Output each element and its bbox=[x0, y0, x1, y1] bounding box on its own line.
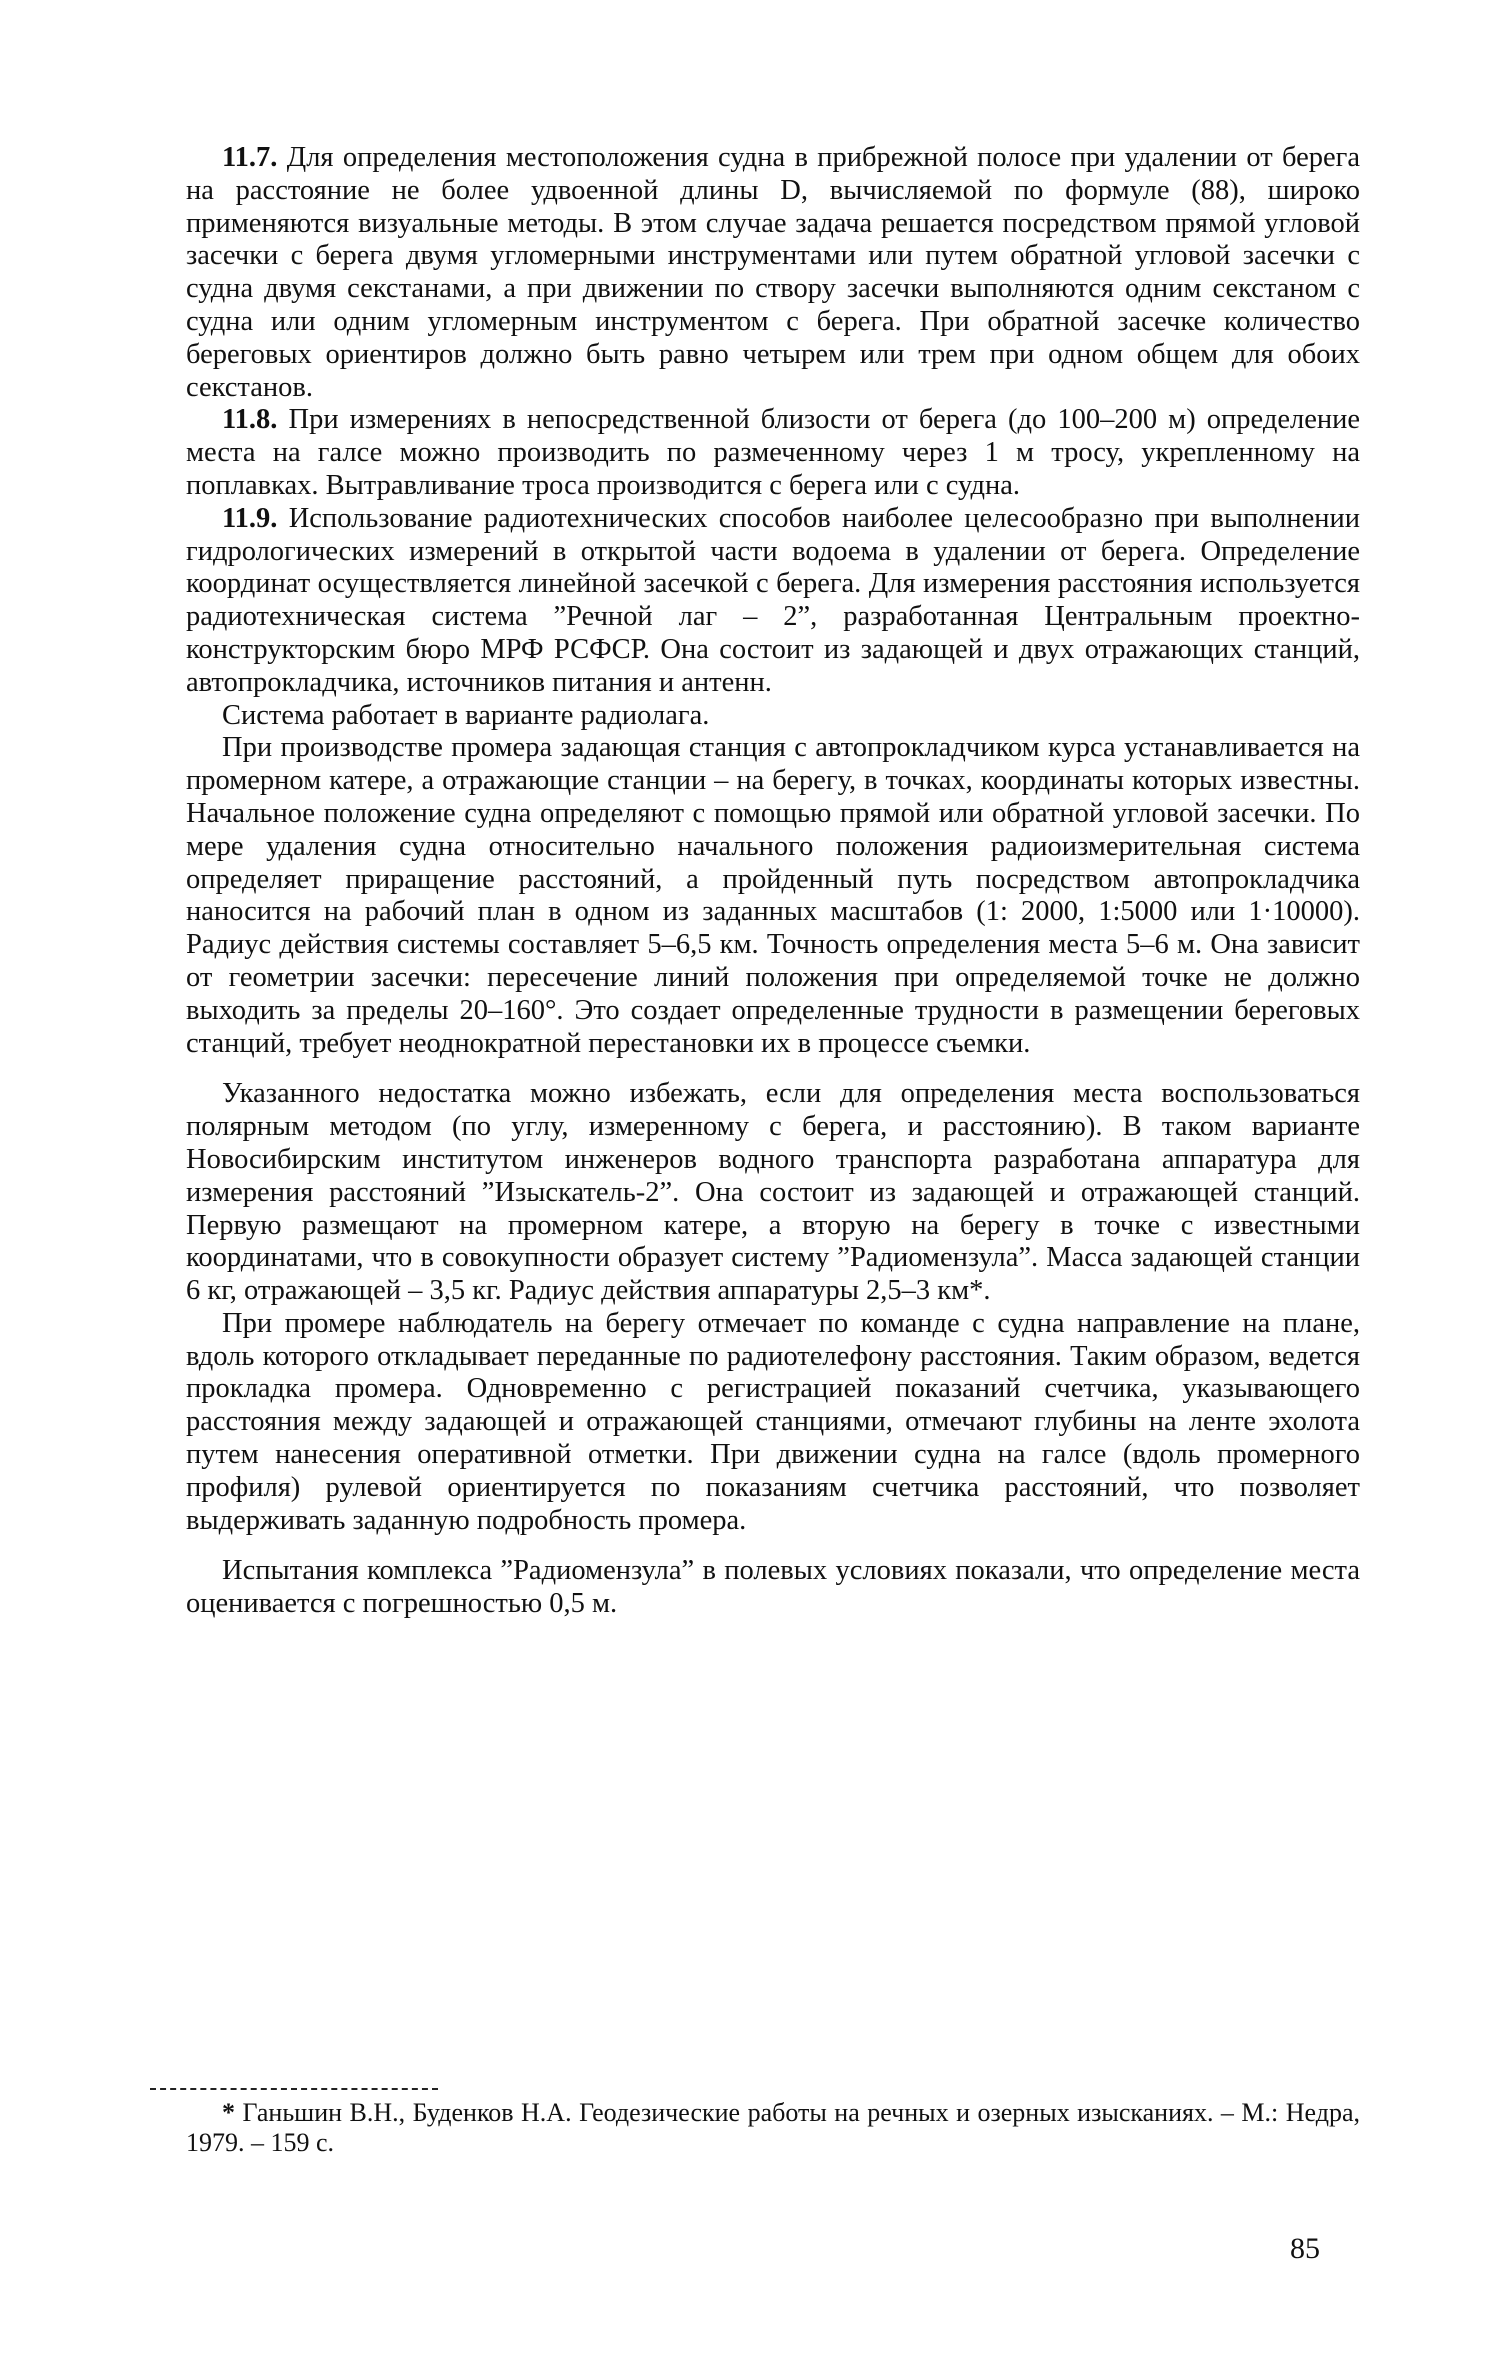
paragraph-11-7 bbox=[186, 142, 1360, 404]
paragraph-observer bbox=[186, 1308, 1360, 1538]
footnote-text: Ганьшин В.Н., Буденков Н.А. Геодезические работы на речных и озерных изысканиях. – М.: Недра, 1979. – 159 с. bbox=[186, 2098, 1360, 2157]
paragraph-number: 11.9. bbox=[222, 502, 278, 534]
paragraph-tests bbox=[186, 1555, 1360, 1621]
paragraph-text: Для определения местоположения судна в прибрежной полосе при удалении от берега на расстояние не более удвоенной длины D, вычисляемой по формуле (88), широко применяются визуальные методы. В этом случае задача решается посредством прямой угловой засечки с берега двумя угломерными инструментами или путем обратной угловой засечки с судна двумя секстанами, а при движении по створу засечки выполняются одним секстаном с судна или одним угломерным инструментом с берега. При обратной засечке количество береговых ориентиров должно быть равно четырем или трем при одном общем для обоих секстанов. bbox=[186, 142, 1360, 403]
paragraph-11-8 bbox=[186, 404, 1360, 502]
paragraph-text: Использование радиотехнических способов наиболее целесообразно при выполнении гидрологических измерений в открытой части водоема в удалении от берега. Определение координат осуществляется линейной засечкой с берега. Для измерения расстояния используется радиотехническая система ”Речной лаг – 2”, разработанная Центральным проектно-конструкторским бюро МРФ РСФСР. Она состоит из задающей и двух отражающих станций, автопрокладчика, источников питания и антенн. bbox=[186, 502, 1360, 698]
page-body bbox=[186, 142, 1360, 1621]
paragraph-text: При промере наблюдатель на берегу отмечает по команде с судна направление на плане, вдоль которого откладывает переданные по радиотелефону расстояния. Таким образом, ведется прокладка промера. Одновременно с регистрацией показаний счетчика, указывающего расстояния между задающей и отражающей станциями, отмечают глубины на ленте эхолота путем нанесения оперативной отметки. При движении судна на галсе (вдоль промерного профиля) рулевой ориентируется по показаниям счетчика расстояний, что позволяет выдерживать заданную подробность промера. bbox=[186, 1307, 1360, 1536]
paragraph-11-9 bbox=[186, 503, 1360, 700]
paragraph-promer bbox=[186, 732, 1360, 1060]
page-number: 85 bbox=[1290, 2232, 1320, 2265]
paragraph-number: 11.8. bbox=[222, 404, 278, 436]
paragraph-text: При производстве промера задающая станция с автопрокладчиком курса устанавливается на промерном катере, а отражающие станции – на берегу, в точках, координаты которых известны. Начальное положение судна определяют с помощью прямой или обратной угловой засечки. По мере удаления судна относительно начального положения радиоизмерительная система определяет приращение расстояний, а пройденный путь посредством автопрокладчика наносится на рабочий план в одном из заданных масштабов (1: 2000, 1:5000 или 1·10000). Радиус действия системы составляет 5–6,5 км. Точность определения места 5–6 м. Она зависит от геометрии засечки: пересечение линий положения при определяемой точке не должно выходить за пределы 20–160°. Это создает определенные трудности в размещении береговых станций, требует неоднократной перестановки их в процессе съемки. bbox=[186, 732, 1360, 1059]
paragraph-number: 11.7. bbox=[222, 142, 278, 173]
paragraph-radiolag bbox=[186, 700, 1360, 733]
paragraph-text: Указанного недостатка можно избежать, если для определения места воспользоваться полярным методом (по углу, измеренному с берега, и расстоянию). В таком варианте Новосибирским институтом инженеров водного транспорта разработана аппаратура для измерения расстояний ”Изыскатель-2”. Она состоит из задающей и отражающей станций. Первую размещают на промерном катере, а вторую на берегу в точке с известными координатами, что в совокупности образует систему ”Радиомензула”. Масса задающей станции 6 кг, отражающей – 3,5 кг. Радиус действия аппаратуры 2,5–3 км*. bbox=[186, 1078, 1360, 1307]
footnote-mark: * bbox=[222, 2098, 235, 2127]
paragraph-polar-method bbox=[186, 1078, 1360, 1308]
paragraph-text: Система работает в варианте радиолага. bbox=[222, 699, 710, 731]
paragraph-text: Испытания комплекса ”Радиомензула” в полевых условиях показали, что определение места оценивается с погрешностью 0,5 м. bbox=[186, 1555, 1360, 1620]
paragraph-text: При измерениях в непосредственной близости от берега (до 100–200 м) определение места на галсе можно производить по размеченному через 1 м тросу, укрепленному на поплавках. Вытравливание троса производится с берега или с судна. bbox=[186, 404, 1360, 501]
footnote-divider bbox=[150, 2088, 438, 2090]
footnote bbox=[186, 2098, 1360, 2158]
